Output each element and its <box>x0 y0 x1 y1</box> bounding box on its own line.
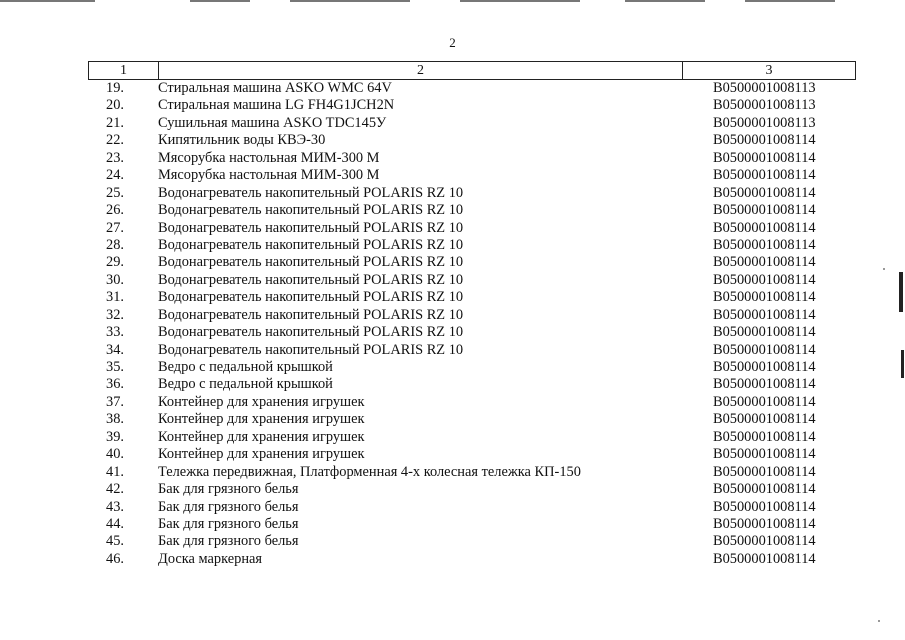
row-number: 35. <box>106 359 124 375</box>
table-row <box>88 516 856 533</box>
row-name: Контейнер для хранения игрушек <box>158 393 365 410</box>
row-number: 46. <box>106 550 124 567</box>
table-row <box>88 167 856 184</box>
row-name: Водонагреватель накопительный POLARIS RZ 10 <box>158 289 464 306</box>
row-code: B0500001008114 <box>713 515 816 532</box>
row-code: B0500001008114 <box>713 184 816 201</box>
row-number: 23. <box>106 149 124 166</box>
row-name: Бак для грязного белья <box>158 498 299 515</box>
items-table <box>88 61 856 568</box>
table-row <box>88 289 856 306</box>
scan-speck <box>883 268 885 270</box>
row-name: Ведро с педальной крышкой <box>158 359 333 375</box>
row-code: B0500001008114 <box>713 411 816 428</box>
row-number: 43. <box>106 498 124 515</box>
table-row <box>88 411 856 428</box>
row-code: B0500001008114 <box>713 428 816 445</box>
row-number: 32. <box>106 306 124 323</box>
row-name: Доска маркерная <box>158 550 263 567</box>
table-row <box>88 551 856 568</box>
table-row <box>88 132 856 149</box>
row-code: B0500001008114 <box>713 202 816 219</box>
row-code: B0500001008114 <box>713 481 816 498</box>
row-number: 45. <box>106 533 124 550</box>
row-name: Водонагреватель накопительный POLARIS RZ 10 <box>158 324 464 341</box>
row-name: Мясорубка настольная МИМ-300 М <box>158 149 380 166</box>
row-code: B0500001008114 <box>713 324 816 341</box>
header-col2: 2 <box>417 63 424 78</box>
row-name: Тележка передвижная, Платформенная 4-х колесная тележка КП-150 <box>158 463 581 480</box>
row-code: B0500001008114 <box>713 132 816 149</box>
table-row <box>88 464 856 481</box>
row-number: 27. <box>106 219 124 236</box>
row-number: 22. <box>106 132 124 149</box>
table-row <box>88 342 856 359</box>
scan-speck <box>878 620 880 622</box>
row-code: B0500001008114 <box>713 463 816 480</box>
table-row <box>88 429 856 446</box>
row-code: B0500001008113 <box>713 97 816 114</box>
row-number: 21. <box>106 114 124 131</box>
row-name: Ведро с педальной крышкой <box>158 376 333 393</box>
row-name: Водонагреватель накопительный POLARIS RZ 10 <box>158 202 464 219</box>
scan-edge-line <box>190 0 250 2</box>
row-code: B0500001008114 <box>713 498 816 515</box>
row-name: Водонагреватель накопительный POLARIS RZ 10 <box>158 306 464 323</box>
table-row <box>88 359 856 376</box>
scan-edge-line <box>0 0 95 2</box>
table-row <box>88 97 856 114</box>
scan-edge-line <box>745 0 835 2</box>
table-row <box>88 115 856 132</box>
row-number: 34. <box>106 341 124 358</box>
table-row <box>88 376 856 393</box>
row-number: 39. <box>106 428 124 445</box>
row-number: 33. <box>106 324 124 341</box>
row-number: 36. <box>106 376 124 393</box>
row-number: 20. <box>106 97 124 114</box>
table-header <box>88 61 856 80</box>
row-number: 38. <box>106 411 124 428</box>
row-number: 19. <box>106 80 124 96</box>
row-name: Контейнер для хранения игрушек <box>158 411 365 428</box>
row-name: Бак для грязного белья <box>158 481 299 498</box>
row-name: Контейнер для хранения игрушек <box>158 428 365 445</box>
row-number: 26. <box>106 202 124 219</box>
row-code: B0500001008114 <box>713 533 816 550</box>
row-code: B0500001008114 <box>713 271 816 288</box>
row-name: Мясорубка настольная МИМ-300 М <box>158 167 380 184</box>
row-number: 31. <box>106 289 124 306</box>
row-name: Кипятильник воды КВЭ-30 <box>158 132 326 149</box>
row-code: B0500001008114 <box>713 550 816 567</box>
table-row <box>88 237 856 254</box>
table-row <box>88 254 856 271</box>
row-number: 29. <box>106 254 124 271</box>
row-code: B0500001008113 <box>713 80 816 96</box>
row-name: Водонагреватель накопительный POLARIS RZ 10 <box>158 184 464 201</box>
row-name: Водонагреватель накопительный POLARIS RZ 10 <box>158 341 464 358</box>
row-number: 28. <box>106 236 124 253</box>
scan-edge-line <box>290 0 410 2</box>
scan-edge-line <box>625 0 705 2</box>
row-name: Стиральная машина ASKO WMC 64V <box>158 80 392 96</box>
table-row <box>88 533 856 550</box>
row-code: B0500001008114 <box>713 219 816 236</box>
row-name: Водонагреватель накопительный POLARIS RZ 10 <box>158 254 464 271</box>
table-row <box>88 446 856 463</box>
table-body <box>88 80 856 568</box>
row-number: 42. <box>106 481 124 498</box>
binder-mark <box>901 350 904 378</box>
page-number: 2 <box>449 35 456 50</box>
row-code: B0500001008114 <box>713 254 816 271</box>
table-row <box>88 150 856 167</box>
row-name: Стиральная машина LG FH4G1JCH2N <box>158 97 395 114</box>
scan-edge-line <box>460 0 580 2</box>
row-code: B0500001008114 <box>713 167 816 184</box>
table-row <box>88 307 856 324</box>
row-number: 40. <box>106 446 124 463</box>
row-number: 37. <box>106 393 124 410</box>
row-code: B0500001008114 <box>713 289 816 306</box>
row-code: B0500001008114 <box>713 393 816 410</box>
table-row <box>88 185 856 202</box>
table-row <box>88 499 856 516</box>
row-name: Водонагреватель накопительный POLARIS RZ 10 <box>158 219 464 236</box>
row-number: 24. <box>106 167 124 184</box>
table-row <box>88 481 856 498</box>
header-col3: 3 <box>765 63 773 78</box>
table-row <box>88 324 856 341</box>
row-name: Водонагреватель накопительный POLARIS RZ 10 <box>158 271 464 288</box>
row-code: B0500001008114 <box>713 341 816 358</box>
row-code: B0500001008114 <box>713 236 816 253</box>
table-row <box>88 220 856 237</box>
table-row <box>88 272 856 289</box>
row-number: 44. <box>106 515 124 532</box>
row-code: B0500001008114 <box>713 306 816 323</box>
row-name: Контейнер для хранения игрушек <box>158 446 365 463</box>
row-name: Водонагреватель накопительный POLARIS RZ 10 <box>158 236 464 253</box>
table-row <box>88 394 856 411</box>
row-code: B0500001008114 <box>713 376 816 393</box>
row-code: B0500001008113 <box>713 114 816 131</box>
row-number: 30. <box>106 271 124 288</box>
row-code: B0500001008114 <box>713 359 816 375</box>
table-row <box>88 202 856 219</box>
row-number: 41. <box>106 463 124 480</box>
row-name: Сушильная машина ASKO TDC145У <box>158 114 387 131</box>
row-code: B0500001008114 <box>713 149 816 166</box>
table-row <box>88 80 856 97</box>
row-name: Бак для грязного белья <box>158 515 299 532</box>
binder-mark <box>899 272 903 312</box>
header-col1: 1 <box>120 63 127 78</box>
row-number: 25. <box>106 184 124 201</box>
row-code: B0500001008114 <box>713 446 816 463</box>
row-name: Бак для грязного белья <box>158 533 299 550</box>
